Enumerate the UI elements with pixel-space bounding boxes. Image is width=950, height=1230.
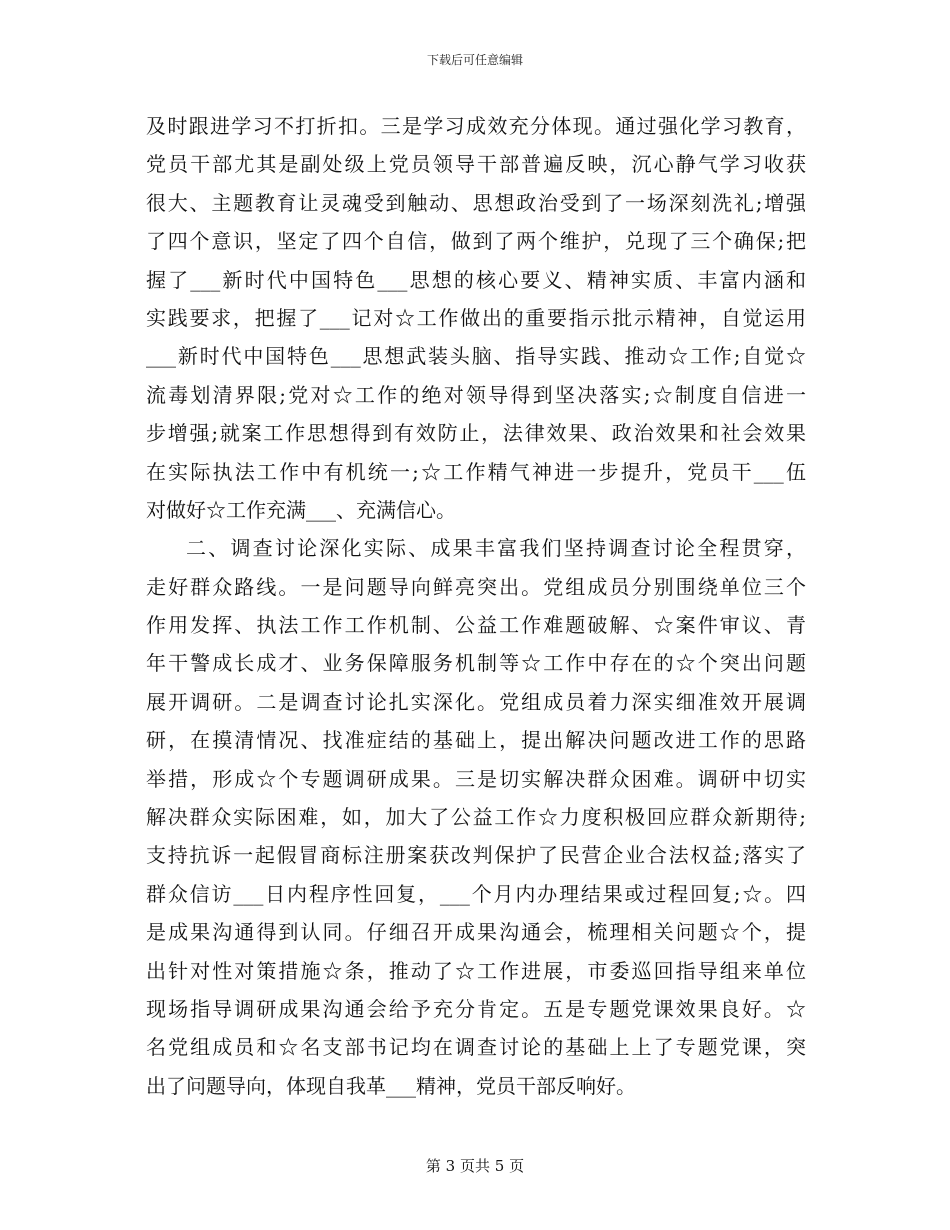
- text-line: 举措，形成☆个专题调研成果。三是切实解决群众困难。调研中切实: [146, 766, 806, 791]
- text-line: 研，在摸清情况、找准症结的基础上，提出解决问题改进工作的思路: [146, 728, 806, 753]
- text-line: ___新时代中国特色___思想武装头脑、指导实践、推动☆工作;自觉☆: [146, 344, 806, 369]
- text-line: 党员干部尤其是副处级上党员领导干部普遍反映，沉心静气学习收获: [146, 152, 806, 177]
- text-line: 出针对性对策措施☆条，推动了☆工作进展，市委巡回指导组来单位: [146, 958, 806, 983]
- text-line: 出了问题导向，体现自我革___精神，党员干部反响好。: [146, 1073, 636, 1098]
- text-line: 及时跟进学习不打折扣。三是学习成效充分体现。通过强化学习教育，: [146, 114, 806, 138]
- text-line: 实践要求，把握了___记对☆工作做出的重要指示批示精神，自觉运用: [146, 305, 806, 330]
- text-line: 二、调查讨论深化实际、成果丰富我们坚持调查讨论全程贯穿，: [186, 536, 806, 561]
- paragraph-1: [146, 107, 806, 529]
- text-line: 解决群众实际困难，如，加大了公益工作☆力度积极回应群众新期待;: [146, 805, 806, 830]
- paragraph-2: [146, 529, 806, 1105]
- document-body: [146, 107, 806, 1105]
- text-line: 对做好☆工作充满___、充满信心。: [146, 497, 456, 522]
- text-line: 是成果沟通得到认同。仔细召开成果沟通会，梳理相关问题☆个，提: [146, 920, 806, 945]
- text-line: 了四个意识，坚定了四个自信，做到了两个维护，兑现了三个确保;把: [146, 229, 806, 254]
- text-line: 年干警成长成才、业务保障服务机制等☆工作中存在的☆个突出问题: [146, 651, 806, 676]
- text-line: 很大、主题教育让灵魂受到触动、思想政治受到了一场深刻洗礼;增强: [146, 190, 806, 215]
- text-line: 群众信访___日内程序性回复，___个月内办理结果或过程回复;☆。四: [146, 881, 806, 906]
- page-header: 下载后可任意编辑: [426, 53, 523, 67]
- text-line: 走好群众路线。一是问题导向鲜亮突出。党组成员分别围绕单位三个: [146, 574, 806, 599]
- text-line: 支持抗诉一起假冒商标注册案获改判保护了民营企业合法权益;落实了: [146, 843, 806, 868]
- text-line: 作用发挥、执法工作工作机制、公益工作难题破解、☆案件审议、青: [146, 613, 806, 638]
- page-number: 第 3 页共 5 页: [425, 1157, 525, 1175]
- text-line: 名党组成员和☆名支部书记均在调查讨论的基础上上了专题党课，突: [146, 1035, 806, 1060]
- text-line: 步增强;就案工作思想得到有效防止，法律效果、政治效果和社会效果: [146, 421, 806, 446]
- text-line: 在实际执法工作中有机统一;☆工作精气神进一步提升，党员干___伍: [146, 459, 806, 484]
- text-line: 现场指导调研成果沟通会给予充分肯定。五是专题党课效果良好。☆: [146, 996, 806, 1021]
- text-line: 展开调研。二是调查讨论扎实深化。党组成员着力深实细准效开展调: [146, 689, 806, 714]
- text-line: 流毒划清界限;党对☆工作的绝对领导得到坚决落实;☆制度自信进一: [146, 382, 806, 407]
- text-line: 握了___新时代中国特色___思想的核心要义、精神实质、丰富内涵和: [146, 267, 806, 292]
